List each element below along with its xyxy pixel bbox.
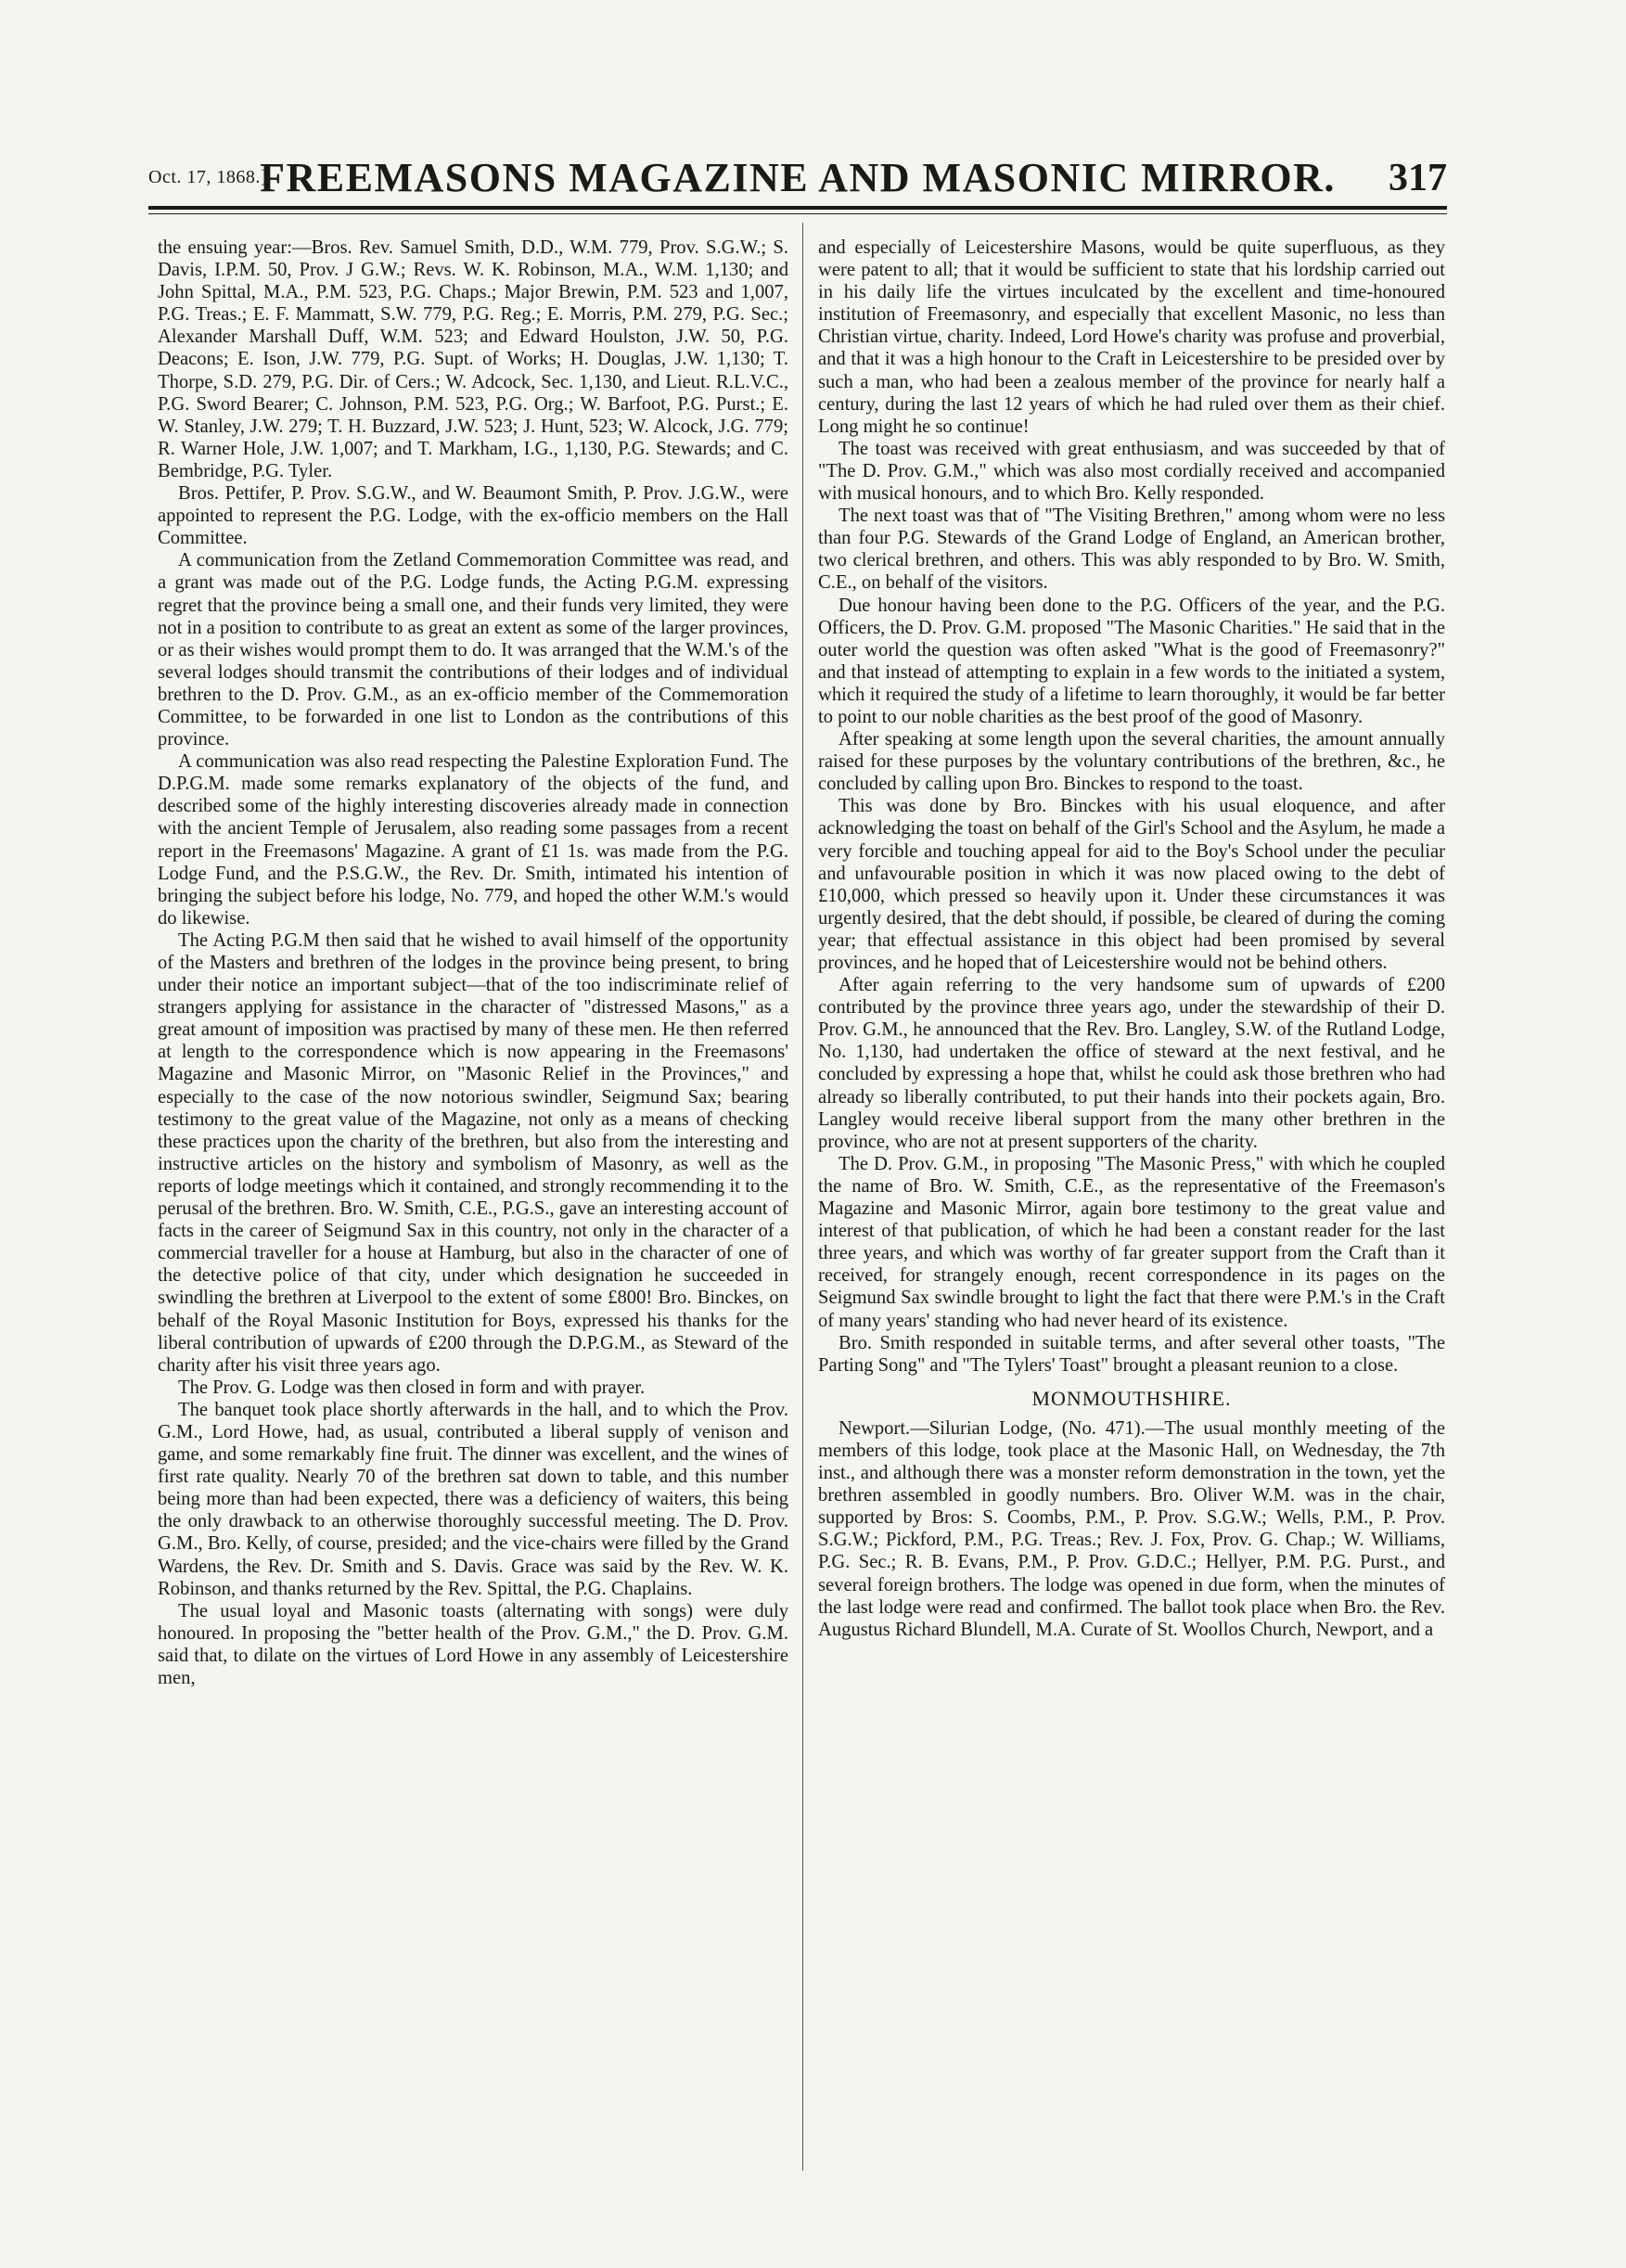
column-divider [802,223,803,2171]
paragraph: The Prov. G. Lodge was then closed in form and with prayer. [178,1377,646,1398]
paragraph: The Acting P.G.M then said that he wished to avail himself of the opportunity of the Masters and brethren of the lodges in the province being present, to bring under their notice an important subject—that of the too indiscriminate relief of strangers applying for assistance in the character of "distressed Masons," as a great amount of imposition was practised by many of these men. He then referred at length to the correspondence which is now appearing in the Freemasons' Magazine and Masonic Mirror, on "Masonic Relief in the Provinces," and especially to the case of the now notorious swindler, Seigmund Sax; bearing testimony to the great value of the Magazine, not only as a means of checking these practices upon the charity of the brethren, but also from the interesting and instructive articles on the history and symbolism of Masonry, as well as the reports of lodge meetings which it contained, and strongly recommending it to the perusal of the brethren. Bro. W. Smith, C.E., P.G.S., gave an interesting account of facts in the career of Seigmund Sax in this country, not only in the character of a commercial traveller for a house at Hamburg, but also in the character of one of the detective police of that city, under which designation he succeeded in swindling the brethren at Liverpool to the extent of some £800! Bro. Binckes, on behalf of the Royal Masonic Institution for Boys, expressed his thanks for the liberal contribution of upwards of £200 through the D.P.G.M., as Steward of the charity after his visit three years ago. [158,929,788,1376]
header-rule-thin [148,213,1447,214]
paragraph: and especially of Leicestershire Masons, would be quite superfluous, as they were patent to all; that it would be sufficient to state that his lordship carried out in his daily life the virtues inculcated by the excellent and time-honoured institution of Freemasonry, and especially that excellent Masonic, no less than Christian virtue, charity. Indeed, Lord Howe's charity was profuse and proverbial, and that it was a high honour to the Craft in Leicestershire to be presided over by such a man, who had been a zealous member of the province for nearly half a century, during the last 12 years of which he had ruled over them as their chief. Long might he so continue! [818,237,1445,437]
header-rule-thick [148,206,1447,210]
section-heading: MONMOUTHSHIRE. [1031,1386,1232,1410]
paragraph: Due honour having been done to the P.G. Officers of the year, and the P.G. Officers, the D. Prov. G.M. proposed "The Masonic Charities." He said that in the outer world the question was often asked "What is the good of Freemasonry?" and that instead of attempting to explain in a few words to the initiated a system, which it required the study of a lifetime to learn thoroughly, it would be far better to point to our noble charities as the best proof of the good of Masonry. [818,595,1445,727]
paragraph: A communication was also read respecting the Palestine Exploration Fund. The D.P.G.M. made some remarks explanatory of the objects of the fund, and described some of the highly interesting discoveries already made in connection with the ancient Temple of Jerusalem, also reading some passages from a recent report in the Freemasons' Magazine. A grant of £1 1s. was made from the P.G. Lodge Fund, and the P.S.G.W., the Rev. Dr. Smith, intimated his intention of bringing the subject before his lodge, No. 779, and hoped the other W.M.'s would do likewise. [158,751,788,929]
paragraph: This was done by Bro. Binckes with his usual eloquence, and after acknowledging the toast on behalf of the Girl's School and the Asylum, he made a very forcible and touching appeal for aid to the Boy's School under the peculiar and unfavourable position in which it was now placed owing to the debt of £10,000, which pressed so heavily upon it. Under these circumstances it was urgently desired, that the debt should, if possible, be cleared of during the coming year; that effectual assistance in this object had been promised by several provinces, and he hoped that of Leicestershire would not be behind others. [818,796,1445,973]
publication-title: FREEMASONS MAGAZINE AND MASONIC MIRROR. [260,155,1336,200]
paragraph: A communication from the Zetland Commemoration Committee was read, and a grant was made out of the P.G. Lodge funds, the Acting P.G.M. expressing regret that the province being a small one, and their funds very limited, they were not in a position to contribute to as great an extent as some of the larger provinces, or as their wishes would prompt them to do. It was arranged that the W.M.'s of the several lodges should transmit the contributions of their lodges and of individual brethren to the D. Prov. G.M., as an ex-officio member of the Commemoration Committee, to be forwarded in one list to London as the contributions of this province. [158,550,788,750]
paragraph: The banquet took place shortly afterwards in the hall, and to which the Prov. G.M., Lord Howe, had, as usual, contributed a liberal supply of venison and game, and some remarkably fine fruit. The dinner was excellent, and the wines of first rate quality. Nearly 70 of the brethren sat down to table, and this number being more than had been expected, there was a deficiency of waiters, this being the only drawback to an otherwise thoroughly successful meeting. The D. Prov. G.M., Bro. Kelly, of course, presided; and the vice-chairs were filled by the Grand Wardens, the Rev. Dr. Smith and S. Davis. Grace was said by the Rev. W. K. Robinson, and thanks returned by the Rev. Spittal, the P.G. Chaplains. [158,1399,788,1599]
masthead [148,130,1447,200]
right-column [818,237,1445,1641]
paragraph: The D. Prov. G.M., in proposing "The Masonic Press," with which he coupled the name of Bro. W. Smith, C.E., as the representative of the Freemason's Magazine and Masonic Mirror, again bore testimony to the great value and interest of that publication, of which he had been a constant reader for the last three years, and which was worthy of far greater support from the Craft than it received, for strangely enough, recent correspondence in its pages on the Seigmund Sax swindle brought to light the fact that there were P.M.'s in the Craft of many years' standing who had never heard of its existence. [818,1153,1445,1331]
paragraph: Newport.—Silurian Lodge, (No. 471).—The usual monthly meeting of the members of this lodge, took place at the Masonic Hall, on Wednesday, the 7th inst., and although there was a monster reform demonstration in the town, yet the brethren assembled in goodly numbers. Bro. Oliver W.M. was in the chair, supported by Bros: S. Coombs, P.M., P. Prov. S.G.W.; Wells, P.M., P. Prov. S.G.W.; Pickford, P.M., P.G. Treas.; Rev. J. Fox, Prov. G. Chap.; W. Williams, P.G. Sec.; R. B. Evans, P.M., P. Prov. G.D.C.; Hellyer, P.M. P.G. Purst., and several foreign brothers. The lodge was opened in due form, when the minutes of the last lodge were read and confirmed. The ballot took place when Bro. the Rev. Augustus Richard Blundell, M.A. Curate of St. Woollos Church, Newport, and a [818,1417,1445,1640]
paragraph: After speaking at some length upon the several charities, the amount annually raised for these purposes by the voluntary contributions of the brethren, &c., he concluded by calling upon Bro. Binckes to respond to the toast. [818,729,1445,795]
paragraph: the ensuing year:—Bros. Rev. Samuel Smith, D.D., W.M. 779, Prov. S.G.W.; S. Davis, I.P.M. 50, Prov. J G.W.; Revs. W. K. Robinson, M.A., W.M. 1,130; and John Spittal, M.A., P.M. 523, P.G. Chaps.; Major Brewin, P.M. 523 and 1,007, P.G. Treas.; E. F. Mammatt, S.W. 779, P.G. Reg.; E. Morris, P.M. 279, P.G. Sec.; Alexander Marshall Duff, W.M. 523; and Edward Houlston, J.W. 50, P.G. Deacons; E. Ison, J.W. 779, P.G. Supt. of Works; H. Douglas, J.W. 1,130; T. Thorpe, S.D. 279, P.G. Dir. of Cers.; W. Adcock, Sec. 1,130, and Lieut. R.L.V.C., P.G. Sword Bearer; C. Johnson, P.M. 523, P.G. Org.; W. Barfoot, P.G. Purst.; E. W. Stanley, J.W. 279; T. H. Buzzard, J.W. 523; J. Hunt, 523; W. Alcock, J.G. 779; R. Warner Hole, J.W. 1,007; and T. Markham, I.G., 1,130, P.G. Stewards; and C. Bembridge, P.G. Tyler. [158,237,788,481]
issue-date: Oct. 17, 1868.] [148,167,268,187]
paragraph: The toast was received with great enthusiasm, and was succeeded by that of "The D. Prov. G.M.," which was also most cordially received and accompanied with musical honours, and to which Bro. Kelly responded. [818,438,1445,505]
paragraph: The next toast was that of "The Visiting Brethren," among whom were no less than four P.G. Stewards of the Grand Lodge of England, an American brother, two clerical brethren, and others. This was ably responded to by Bro. W. Smith, C.E., on behalf of the visitors. [818,506,1445,594]
paragraph: Bro. Smith responded in suitable terms, and after several other toasts, "The Parting Song" and "The Tylers' Toast" brought a pleasant reunion to a close. [818,1332,1445,1376]
page-number: 317 [1389,157,1447,199]
paragraph: After again referring to the very handsome sum of upwards of £200 contributed by the province three years ago, under the stewardship of their D. Prov. G.M., he announced that the Rev. Bro. Langley, S.W. of the Rutland Lodge, No. 1,130, had undertaken the office of steward at the next festival, and he concluded by expressing a hope that, whilst he could ask those brethren who had already so liberally contributed, to put their hands into their pockets again, Bro. Langley would receive liberal support from the many other brethren in the province, who are not at present supporters of the charity. [818,975,1445,1152]
paragraph: Bros. Pettifer, P. Prov. S.G.W., and W. Beaumont Smith, P. Prov. J.G.W., were appointed to represent the P.G. Lodge, with the ex-officio members on the Hall Committee. [158,483,788,549]
left-column [158,237,788,1689]
paragraph: The usual loyal and Masonic toasts (alternating with songs) were duly honoured. In proposing the "better health of the Prov. G.M.," the D. Prov. G.M. said that, to dilate on the virtues of Lord Howe in any assembly of Leicestershire men, [158,1600,788,1688]
